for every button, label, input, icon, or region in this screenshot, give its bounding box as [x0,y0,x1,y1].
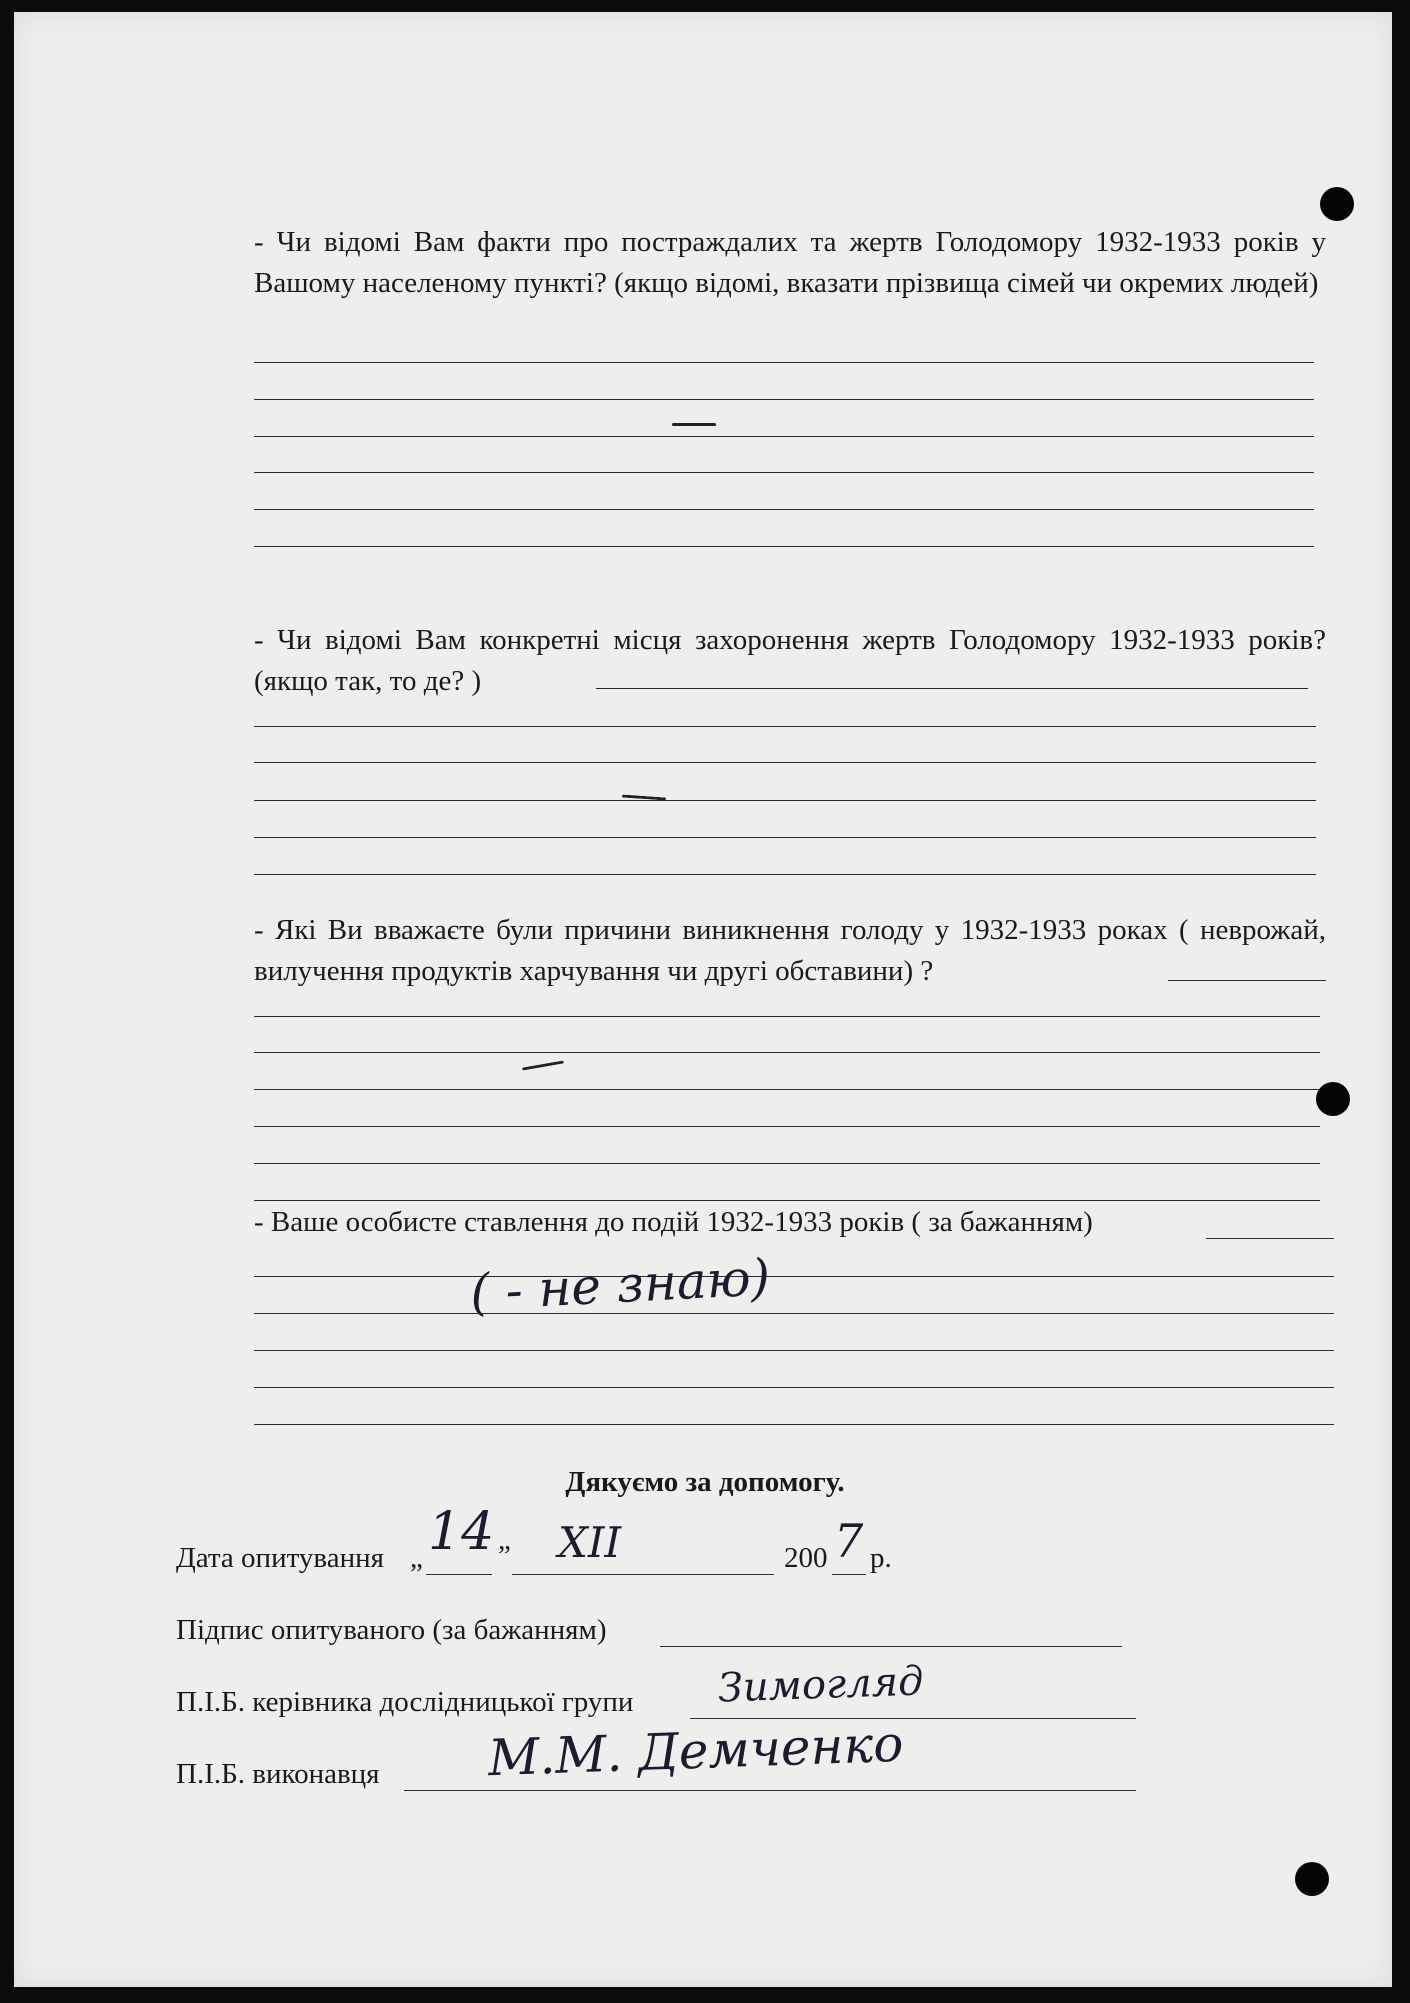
answer-line [596,688,1308,689]
executor-line [404,1790,1136,1791]
date-year-digit: 7 [834,1514,864,1568]
answer-line [254,399,1314,400]
answer-line [254,509,1314,510]
survey-date-label: Дата опитування [176,1542,384,1574]
executor-signature: М.М. Демченко [487,1714,905,1788]
respondent-signature-label: Підпис опитуваного (за бажанням) [176,1614,607,1646]
answer-line [254,1313,1334,1314]
answer-line [254,1276,1334,1277]
thanks-message: Дякуємо за допомогу. [565,1466,845,1498]
answer-line [254,1387,1334,1388]
answer-line [254,1424,1334,1425]
date-day-line [426,1574,492,1575]
group-leader-label: П.І.Б. керівника дослідницької групи [176,1686,634,1718]
answer-line [254,1052,1320,1053]
date-year-line [832,1574,866,1575]
answer-line [1168,980,1326,981]
question-famine-causes: - Які Ви вважаєте були причини виникнення голоду у 1932-1933 роках ( неврожай, вилучення продуктів харчування чи другі обставини) ? [254,914,1326,987]
answer-line [254,1163,1320,1164]
answer-line [1206,1238,1334,1239]
answer-line [254,762,1316,763]
date-day-value: 14 [428,1502,495,1562]
answer-line [254,472,1314,473]
date-month-line [512,1574,774,1575]
answer-line [254,726,1316,727]
punch-hole-middle [1316,1082,1350,1116]
question-victims-facts: - Чи відомі Вам факти про постраждалих та жертв Голодомору 1932-1933 років у Вашому населеному пункті? (якщо відомі, вказати прізвища сімей чи окремих людей) [254,226,1326,299]
date-close-quote: ” [498,1540,511,1572]
handwritten-answer: ( - не знаю) [468,1248,772,1322]
answer-line [254,1089,1320,1090]
date-open-quote: „ [410,1542,423,1574]
question-personal-attitude: - Ваше особисте ставлення до подій 1932-1933 років ( за бажанням) [254,1206,1093,1238]
group-leader-signature: Зимогляд [717,1658,925,1712]
punch-hole-top [1320,187,1354,221]
respondent-signature-line [660,1646,1122,1647]
date-month-value: XII [558,1518,622,1567]
answer-line [254,1016,1320,1017]
answer-line [254,837,1316,838]
answer-line [254,1200,1320,1201]
handwritten-dash-mark [672,423,716,426]
answer-line [254,436,1314,437]
answer-line [254,362,1314,363]
question-burial-places: - Чи відомі Вам конкретні місця захоронення жертв Голодомору 1932-1933 років? (якщо так, то де? ) [254,624,1326,697]
answer-line [254,1126,1320,1127]
answer-line [254,874,1316,875]
answer-line [254,1350,1334,1351]
answer-line [254,800,1316,801]
executor-label: П.І.Б. виконавця [176,1758,380,1790]
date-year-suffix: р. [870,1542,892,1574]
punch-hole-bottom [1295,1862,1329,1896]
date-year-prefix: 200 [784,1542,828,1574]
answer-line [254,546,1314,547]
